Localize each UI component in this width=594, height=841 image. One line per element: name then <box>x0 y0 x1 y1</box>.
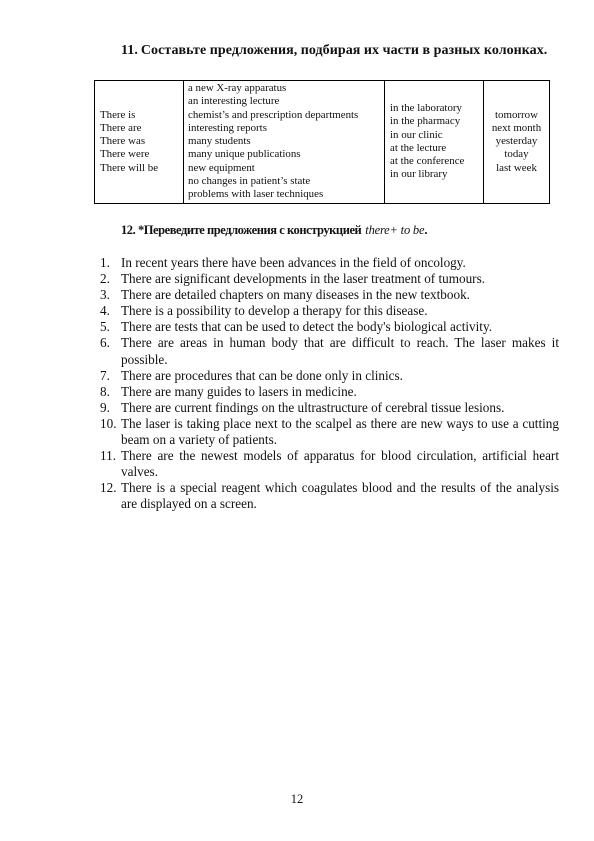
list-item-number: 2. <box>100 271 110 287</box>
list-item-text: There are detailed chapters on many diseases in the new textbook. <box>121 287 470 303</box>
list-item <box>100 448 559 480</box>
list-item <box>100 400 559 416</box>
table-cell: many students <box>188 135 251 148</box>
list-item-number: 10. <box>100 415 117 431</box>
list-item-number: 7. <box>100 367 110 383</box>
table-cell: There was <box>100 135 146 148</box>
list-item <box>100 416 559 448</box>
page-number: 12 <box>290 792 304 806</box>
exercise-11-heading <box>121 43 547 59</box>
list-item-text: There is a possibility to develop a therapy for this disease. <box>121 303 428 319</box>
table-cell: in the laboratory <box>390 101 462 114</box>
list-item-number: 9. <box>100 399 110 415</box>
exercise-12-heading <box>121 223 427 238</box>
exercise-12-title: 12. *Переведите предложения с конструкцией <box>121 223 362 237</box>
table-cell: last week <box>496 161 537 174</box>
list-item <box>100 384 559 400</box>
table-cell: interesting reports <box>188 121 267 134</box>
list-item <box>100 368 559 384</box>
table-cell: next month <box>491 121 542 134</box>
table-cell: no changes in patient’s state <box>188 175 311 188</box>
table-cell: in the pharmacy <box>390 115 461 128</box>
table-cell: There will be <box>100 161 159 174</box>
table-cell: yesterday <box>495 135 538 148</box>
list-item-text: The laser is taking place next to the scalpel as there are new ways to use a cutting beam on a variety of patients. <box>121 415 559 448</box>
sentence-list <box>100 255 559 513</box>
table-cell: an interesting lecture <box>188 95 280 108</box>
list-item <box>100 255 559 271</box>
exercise-11-number: 11. <box>121 43 138 58</box>
list-item-text: There are areas in human body that are difficult to reach. The laser makes it possible. <box>121 335 559 367</box>
list-item-number: 1. <box>100 255 110 270</box>
table-cell: a new X-ray apparatus <box>188 82 287 94</box>
table-cell: new equipment <box>188 161 255 174</box>
table-cell: at the conference <box>390 155 465 168</box>
list-item-number: 3. <box>100 287 110 303</box>
list-item-text: There is a special reagent which coagulates blood and the results of the analysis are displayed on a screen. <box>121 480 559 512</box>
table-cell: in our clinic <box>390 128 443 141</box>
list-item-text: There are current findings on the ultrastructure of cerebral tissue lesions. <box>121 399 505 415</box>
table-cell: in our library <box>390 168 448 181</box>
list-item <box>100 303 559 319</box>
exercise-12-construction: there+ to be <box>365 223 425 237</box>
exercise-11-title: Составьте предложения, подбирая их части в разных колонках. <box>140 43 548 58</box>
list-item-number: 11. <box>100 448 116 464</box>
list-item-number: 4. <box>100 303 110 319</box>
exercise-12-end: . <box>424 223 428 237</box>
sentence-building-table <box>94 80 550 204</box>
column-subjects <box>95 81 184 204</box>
table-cell: tomorrow <box>495 108 538 121</box>
list-item-text: There are significant developments in the laser treatment of tumours. <box>121 271 485 287</box>
table-cell: many unique publications <box>188 148 301 161</box>
table-cell: at the lecture <box>390 141 447 154</box>
list-item-text: There are procedures that can be done only in clinics. <box>121 367 403 383</box>
table-cell: There is <box>100 108 136 121</box>
list-item-number: 5. <box>100 319 110 335</box>
list-item-number: 8. <box>100 383 110 399</box>
list-item <box>100 335 559 367</box>
column-times <box>484 81 550 204</box>
list-item-text: In recent years there have been advances in the field of oncology. <box>121 255 466 270</box>
list-item <box>100 319 559 335</box>
list-item <box>100 271 559 287</box>
list-item <box>100 287 559 303</box>
table-cell: There are <box>100 121 142 134</box>
list-item-text: There are tests that can be used to detect the body's biological activity. <box>121 319 493 335</box>
table-cell: today <box>504 148 529 161</box>
table-cell: chemist’s and prescription departments <box>188 108 359 121</box>
column-places <box>385 81 484 204</box>
list-item-number: 6. <box>100 335 110 351</box>
table-cell: problems with laser techniques <box>188 188 324 201</box>
list-item-number: 12. <box>100 480 117 496</box>
table-cell: There were <box>100 148 150 161</box>
list-item-text: There are many guides to lasers in medicine. <box>121 383 357 399</box>
column-objects <box>184 81 385 204</box>
list-item <box>100 480 559 512</box>
list-item-text: There are the newest models of apparatus for blood circulation, artificial heart valves. <box>121 448 559 480</box>
